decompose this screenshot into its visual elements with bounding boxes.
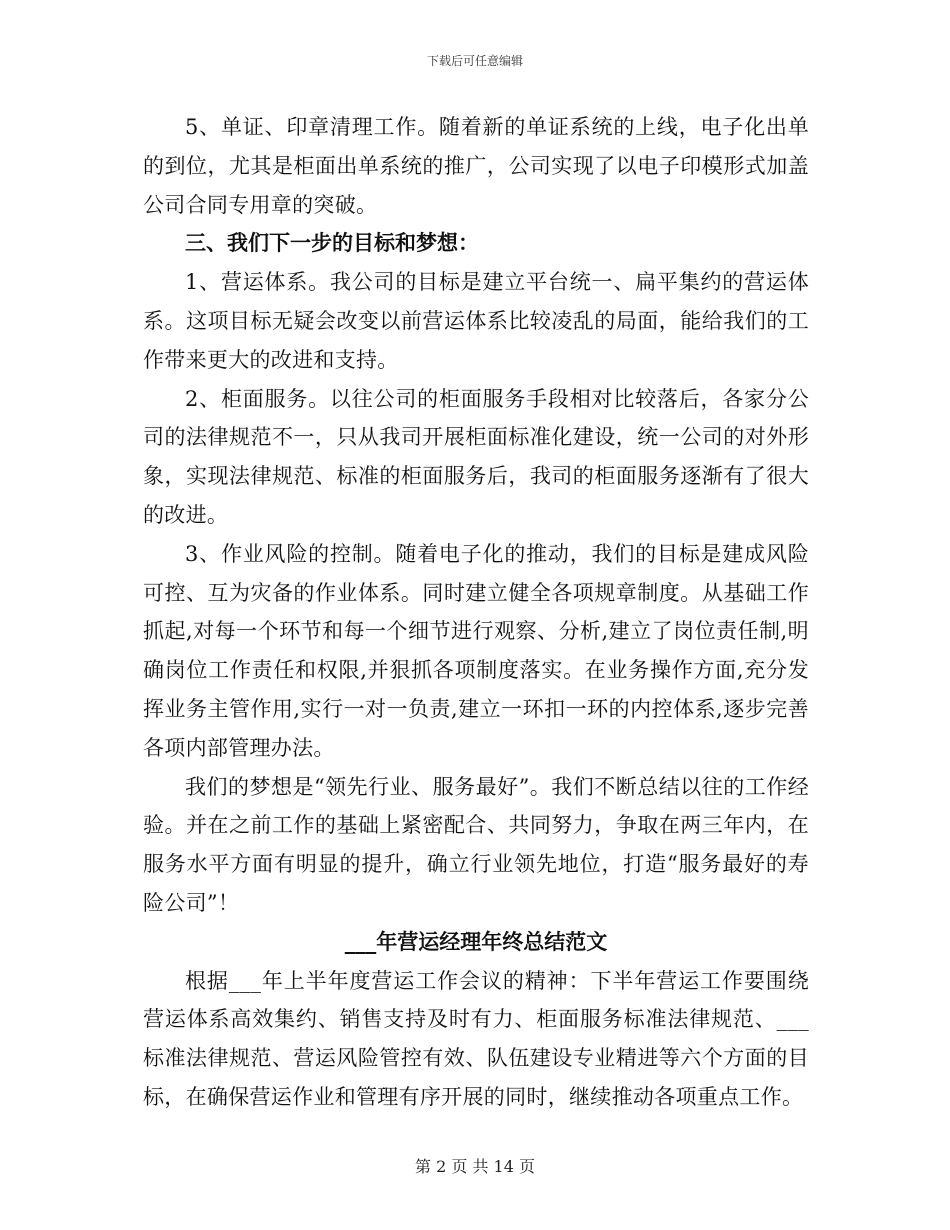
article-title: ___年营运经理年终总结范文 [344, 929, 608, 954]
paragraph-stamp-cleanup: 5、单证、印章清理工作。随着新的单证系统的上线，电子化出单的到位，尤其是柜面出单系统的推广，公司实现了以电子印模形式加盖公司合同专用章的突破。 [143, 115, 809, 217]
paragraph-dream: 我们的梦想是“领先行业、服务最好”。我们不断总结以往的工作经验。并在之前工作的基础上紧密配合、共同努力，争取在两三年内，在服务水平方面有明显的提升，确立行业领先地位，打造“服务最好的寿险公司”！ [143, 774, 809, 915]
document-body [143, 108, 809, 1117]
page-number: 第 2 页 共 14 页 [415, 1157, 535, 1176]
paragraph-risk-control: 3、作业风险的控制。随着电子化的推动，我们的目标是建成风险可控、互为灾备的作业体系。同时建立健全各项规章制度。从基础工作抓起,对每一个环节和每一个细节进行观察、分析,建立了岗位责任制,明确岗位工作责任和权限,并狠抓各项制度落实。在业务操作方面,充分发挥业务主管作用,实行一对一负责,建立一环扣一环的内控体系,逐步完善各项内部管理办法。 [143, 541, 809, 760]
section-heading-goals: 三、我们下一步的目标和梦想： [185, 231, 479, 256]
page-header: 下载后可任意编辑 [426, 54, 523, 68]
paragraph-counter-service: 2、柜面服务。以往公司的柜面服务手段相对比较落后，各家分公司的法律规范不一，只从我司开展柜面标准化建设，统一公司的对外形象，实现法律规范、标准的柜面服务后，我司的柜面服务逐渐有了很大的改进。 [143, 386, 809, 527]
paragraph-intro: 根据___年上半年度营运工作会议的精神：下半年营运工作要围绕营运体系高效集约、销售支持及时有力、柜面服务标准法律规范、___标准法律规范、营运风险管控有效、队伍建设专业精进等六个方面的目标，在确保营运作业和管理有序开展的同时，继续推动各项重点工作。 [143, 968, 809, 1109]
paragraph-operations-system: 1、营运体系。我公司的目标是建立平台统一、扁平集约的营运体系。这项目标无疑会改变以前营运体系比较凌乱的局面，能给我们的工作带来更大的改进和支持。 [143, 270, 809, 372]
